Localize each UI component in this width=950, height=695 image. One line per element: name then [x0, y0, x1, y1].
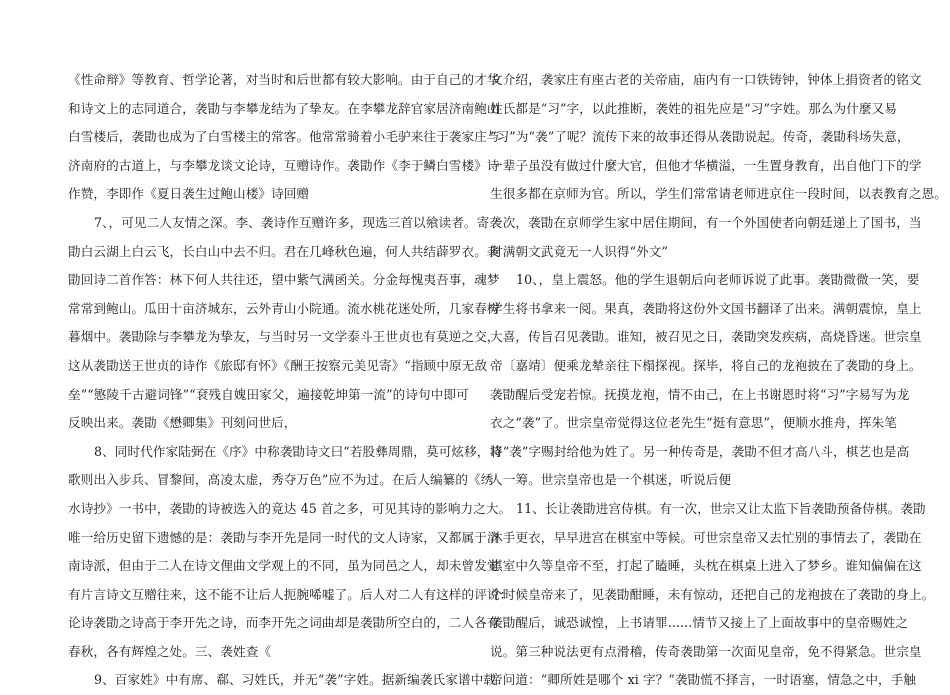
text-line: 常常到鲍山。瓜田十亩济城东，云外青山小院通。流水桃花迷处所，几家春树 [68, 300, 500, 316]
text-line: 文介绍，袭家庄有座古老的关帝庙，庙内有一口铁铸钟，钟体上捐资者的铭文 [490, 72, 922, 87]
text-line: 有片言诗文互赠往来，这不能不让后人扼腕唏嘘了。后人对二人有这样的评说： [68, 586, 513, 602]
text-line: 说。第三种说法更有点滑稽，传奇袭勖第一次面见皇帝，免不得紧急。世宗皇 [490, 643, 922, 659]
left-text-column [68, 66, 513, 695]
text-line: 唯一给历史留下遗憾的是：袭勖与李开先是同一时代的文人诗家，又都属于济 [68, 529, 500, 545]
text-line: 袭勖醒后受宠若惊。抚摸龙袍，情不由己，在上书谢恩时将“习”字易写为龙 [490, 386, 910, 402]
text-line: 帝问道：“卿所姓是哪个 xi 字？”袭勖慌不择言，一时语塞，情急之中，手触 [490, 672, 917, 688]
text-line: 济南府的古道上，与李攀龙谈文论诗，互赠诗作。袭勖作《李于鳞白雪楼》诗 [68, 157, 500, 173]
text-line: 《性命辩》等教育、哲学论著，对当时和后世都有较大影响。由于自己的才华 [68, 72, 500, 87]
text-line: “习”为“袭”了呢？流传下来的故事还得从袭勖说起。传奇，袭勖科场失意， [490, 129, 910, 145]
text-line: 7、，可见二人友情之深。李、袭诗作互赠许多，现选三首以飨读者。寄袭 [94, 214, 503, 230]
text-line: 勖白云湖上白云飞，长白山中去不归。君在几峰秋色遍，何人共结薜罗衣。袭 [68, 243, 500, 259]
text-line: 水诗抄》一书中，袭勖的诗被选入的竟达 45 首之多，可见其诗的影响力之大。 [68, 500, 512, 516]
text-line: 10、，皇上震怒。他的学生退朝后向老师诉说了此事。袭勖微微一笑，要 [516, 272, 920, 288]
text-line: 8、同时代作家陆弼在《序》中称袭勖诗文曰“若股彝周鼎，莫可炫移，诗 [94, 443, 503, 459]
text-line: 9、百家姓》中有席、郗、习姓氏，并无“袭”字姓。据新编袭氏家谱中载 [94, 672, 497, 688]
text-line: 袭勖醒后，诚恐诚惶，上书请罪......情节又接上了上面故事中的皇帝赐姓之 [490, 615, 909, 631]
text-line: 这从袭勖送王世贞的诗作《旅邸有怀》《酬王按察元美见寄》“指顾中原无敌 [68, 357, 488, 373]
right-text-column [490, 66, 947, 695]
text-line: 垒”“慜陵千古避词锋”“袞残自媿田家父，遍接乾坤第一流”的诗句中即可 [68, 386, 469, 402]
text-line: 生很多都在京师为官。所以，学生们常常请老师进京住一段时间，以表教育之恩。 [490, 186, 947, 202]
text-line: 人一筹。世宗皇帝也是一个棋迷，听说后便 [490, 472, 732, 488]
text-line: 和诗文上的志同道合，袭勖与李攀龙结为了挚友。在李攀龙辞官家居济南鲍山 [68, 100, 500, 116]
text-line: 一次，袭勖在京师学生家中居住期间，有一个外国使者向朝廷递上了国书，当 [490, 214, 922, 230]
text-line: 帝〔嘉靖〕便乘龙辇亲往下榻探视。探毕，将自己的龙袍披在了袭勖的身上。 [490, 357, 922, 373]
text-line: 时满朝文武竟无一人识得“外文” [490, 243, 669, 259]
text-line: 11、长让袭勖进宫侍棋。有一次，世宗又让太监下旨袭勖预备侍棋。袭勖 [516, 500, 926, 516]
text-line: 白雪楼后，袭勖也成为了白雪楼主的常客。他常常骑着小毛驴来往于袭家庄与 [68, 129, 500, 145]
text-line: 大喜，传旨召见袭勖。谁知，被召见之日，袭勖突发疾病，高烧昏迷。世宗皇 [490, 329, 922, 345]
text-line: 一辈子虽没有做过什麼大官，但他才华横溢，一生置身教育，出自他门下的学 [490, 157, 922, 173]
text-line: 作赞，李即作《夏日袭生过鲍山楼》诗回赠 [68, 186, 310, 202]
text-line: 姓氏都是“习”字，以此推断，袭姓的祖先应是“习”字姓。那么为什麼又易 [490, 100, 897, 116]
text-line: 南诗派，但由于二人在诗文俚曲文学观上的不同，虽为同邑之人，却未曾发觉 [68, 558, 500, 574]
text-line: 歌则出入步兵、冒黎间，高凌太虚，秀夺万色”应不为过。在后人编纂的《绣 [68, 472, 494, 488]
text-line: 棋室中久等皇帝不至，打起了瞌睡，头枕在棋桌上进入了梦乡。谁知偏偏在这 [490, 558, 922, 574]
text-line: 沐手更衣，早早进宫在棋室中等候。可世宗皇帝又去忙别的事情去了，袭勖在 [490, 529, 922, 545]
text-line: 勖回诗二首作答：林下何人共往还，望中紫气满函关。分金每愧夷吾事，魂梦 [68, 272, 500, 288]
text-line: 个时候皇帝来了，见袭勖酣睡，未有惊动，还把自己的龙袍披在了袭勖的身上。 [490, 586, 935, 602]
text-line: 春秋，各有辉煌之处。三、袭姓查《 [68, 643, 272, 659]
text-line: 论诗袭勖之诗高于李开先之诗，而李开先之词曲却是袭勖所空白的，二人各有 [68, 615, 500, 631]
text-line: 将“袭”字赐封给他为姓了。另一种传奇是，袭勖不但才高八斗，棋艺也是高 [490, 443, 910, 459]
text-line: 学生将书拿来一阅。果真，袭勖将这份外文国书翻译了出来。满朝震惊，皇上 [490, 300, 922, 316]
text-line: 暮烟中。袭勖除与李攀龙为挚友，与当时另一文学泰斗王世贞也有莫逆之交， [68, 329, 500, 345]
text-line: 反映出来。袭勖《懋卿集》刊刻问世后， [68, 415, 297, 431]
text-line: 衣之“袭”了。世宗皇帝觉得这位老先生“挺有意思”，便顺水推舟，挥朱笔 [490, 415, 897, 431]
